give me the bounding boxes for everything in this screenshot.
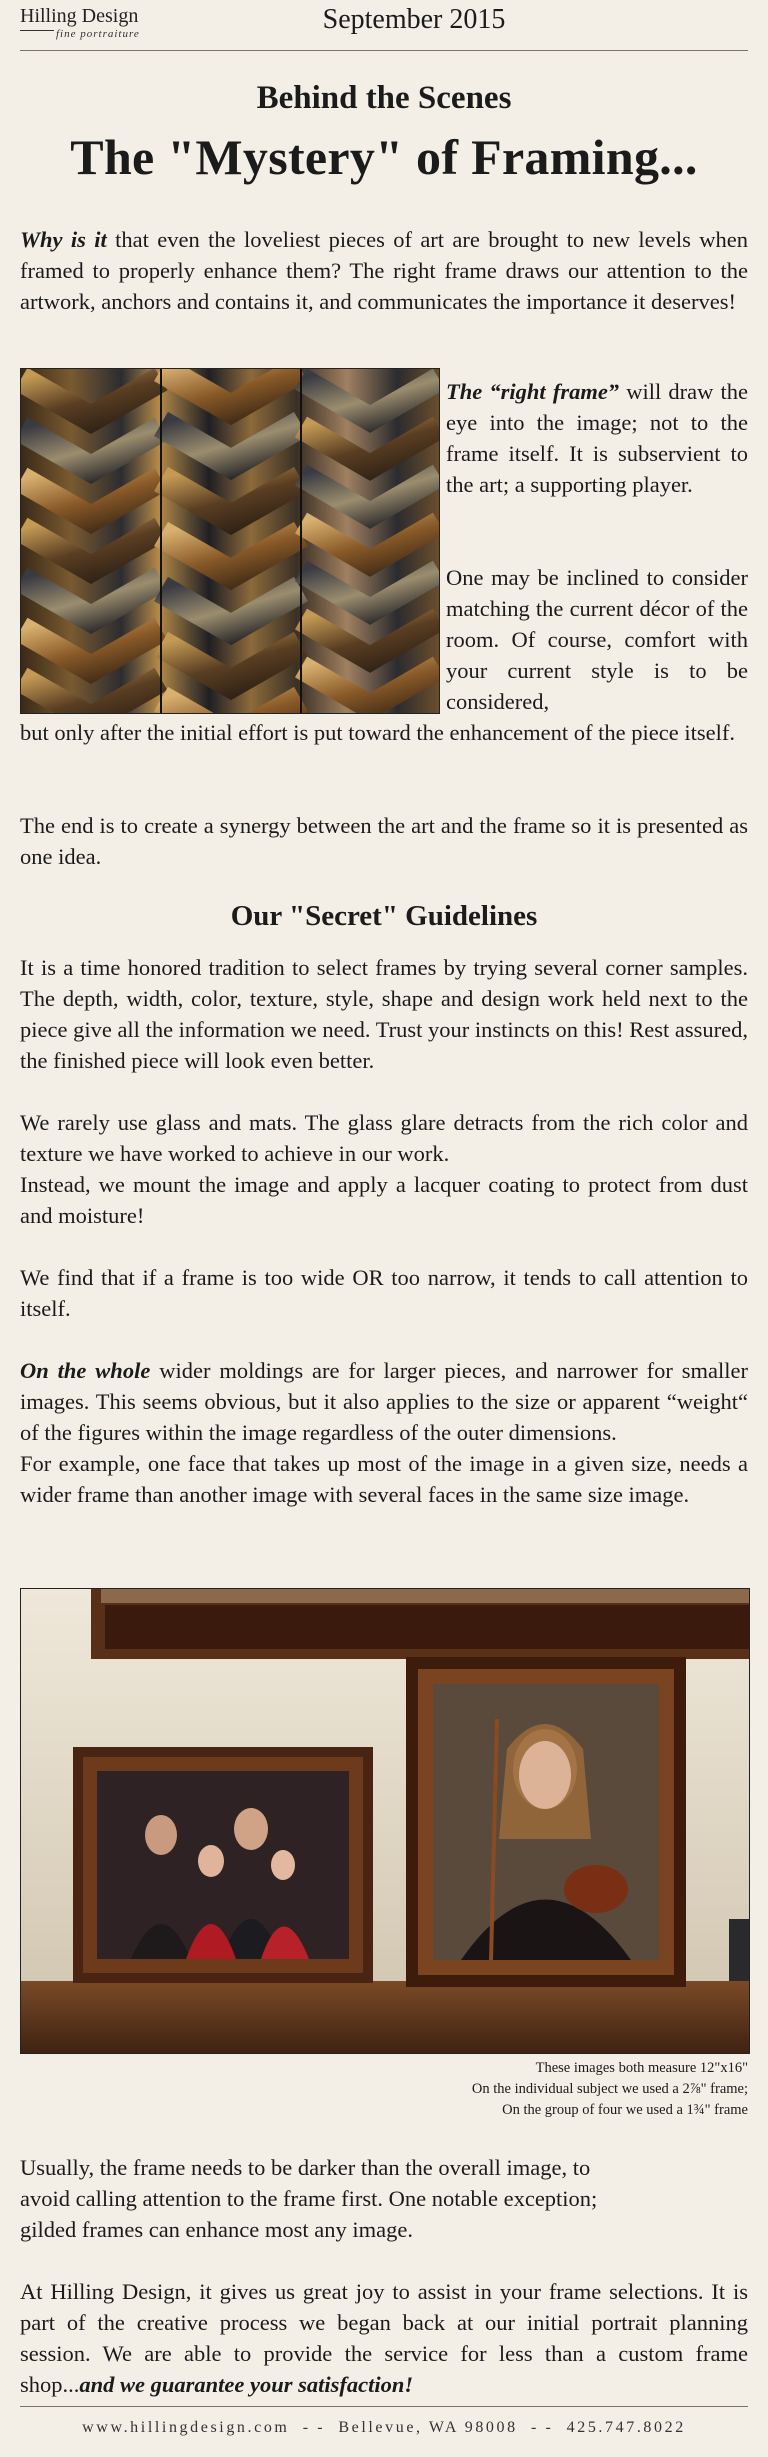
newsletter-header: [20, 0, 748, 51]
logo-tagline: fine portraiture: [56, 28, 140, 40]
large-back-frame: [91, 1589, 749, 1659]
contact-line: [20, 2419, 748, 2437]
corner-samples-col-1: [21, 379, 161, 713]
wooden-shelf: [21, 1981, 749, 2053]
intro-lead: Why is it: [20, 227, 107, 252]
decor-paragraph: One may be inclined to consider matching the current décor of the room. Of course, comfort with your current style is to be considered,: [446, 565, 748, 714]
phone-number[interactable]: 425.747.8022: [566, 2419, 686, 2436]
family-portrait-frame: [73, 1747, 373, 1983]
right-frame-text: will draw the eye into the image; not to the frame itself. It is subservient to the art; a supporting player.: [446, 379, 748, 497]
guideline-width: We find that if a frame is too wide OR too narrow, it tends to call attention to itself.: [20, 1265, 748, 1321]
guidelines-heading: Our "Secret" Guidelines: [230, 900, 538, 932]
side-object: [729, 1919, 749, 1981]
frame-samples-illustration: [21, 369, 439, 713]
corner-samples-col-2: [161, 369, 301, 713]
footer-separator-1: - -: [302, 2419, 326, 2436]
corner-samples-col-3: [301, 379, 439, 707]
lacquer-text: Instead, we mount the image and apply a lacquer coating to protect from dust and moisture!: [20, 1172, 748, 1228]
right-frame-lead: The “right frame”: [446, 379, 620, 404]
satisfaction-paragraph: [20, 2276, 748, 2400]
guideline-moldings: [20, 1355, 748, 1510]
issue-date: September 2015: [322, 4, 506, 35]
website-link[interactable]: www.hillingdesign.com: [82, 2419, 290, 2436]
synergy-paragraph: The end is to create a synergy between the art and the frame so it is presented as one idea.: [20, 813, 748, 869]
logo-name: Hilling Design: [20, 5, 139, 27]
framed-portraits-illustration: [21, 1589, 749, 2053]
assist-text: At Hilling Design, it gives us great joy to assist in your frame selections. It is part of the creative process we began back at our initial portrait planning session. We are able to provide the service for less than a custom frame shop...: [20, 2279, 748, 2397]
moldings-text: wider moldings are for larger pieces, and narrower for smaller images. This seems obvious, but it also applies to the size or apparent “weight“ of the figures within the image regardless of the outer dimensions.: [20, 1358, 748, 1445]
caption-line-2: On the individual subject we used a 2⅞" frame;: [471, 2081, 748, 2097]
caption-line-1: These images both measure 12"x16": [535, 2060, 748, 2076]
darker-frame-paragraph: Usually, the frame needs to be darker than the overall image, to avoid calling attention to the frame first. One notable exception; gilded frames can enhance most any image.: [20, 2155, 598, 2242]
right-frame-paragraph: [446, 376, 748, 500]
frame-samples-photo: [20, 368, 440, 714]
footer-separator-2: - -: [530, 2419, 554, 2436]
page-title: The "Mystery" of Framing...: [70, 129, 698, 185]
glass-text: We rarely use glass and mats. The glass glare detracts from the rich color and texture we have worked to achieve in our work.: [20, 1110, 748, 1166]
example-text: For example, one face that takes up most of the image in a given size, needs a wider frame than another image with several faces in the same size image.: [20, 1451, 748, 1507]
intro-paragraph: [20, 224, 748, 317]
intro-text: that even the loveliest pieces of art are brought to new levels when framed to properly enhance them? The right frame draws our attention to the artwork, anchors and contains it, and communicates the importance it deserves!: [20, 227, 748, 314]
enhancement-paragraph: but only after the initial effort is put toward the enhancement of the piece itself.: [20, 720, 735, 745]
caption-line-3: On the group of four we used a 1¾" frame: [502, 2102, 748, 2118]
guarantee-text: and we guarantee your satisfaction!: [79, 2372, 414, 2397]
moldings-lead: On the whole: [20, 1358, 151, 1383]
framed-portraits-photo: [20, 1588, 750, 2054]
section-kicker: Behind the Scenes: [256, 80, 512, 116]
violinist-portrait-frame: [406, 1657, 686, 1987]
guideline-corner-samples: It is a time honored tradition to select frames by trying several corner samples. The depth, width, color, texture, style, shape and design work held next to the piece give all the information we need. Trust your instincts on this! Rest assured, the finished piece will look even better.: [20, 955, 749, 1073]
guideline-glass-mats: [20, 1107, 748, 1231]
photo-caption: [472, 2058, 748, 2121]
newsletter-footer: [20, 2406, 748, 2455]
footer-location: Bellevue, WA 98008: [338, 2419, 518, 2436]
